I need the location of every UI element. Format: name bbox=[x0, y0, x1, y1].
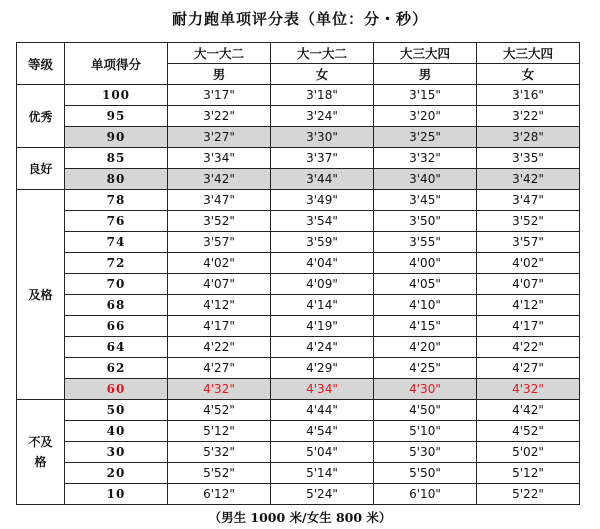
header-group: 大一大二 bbox=[168, 43, 271, 64]
header-gender: 女 bbox=[477, 64, 580, 85]
time-cell: 4'05" bbox=[374, 274, 477, 295]
time-cell: 3'52" bbox=[477, 211, 580, 232]
table-row bbox=[17, 274, 580, 295]
time-cell: 3'16" bbox=[477, 85, 580, 106]
time-cell: 4'02" bbox=[477, 253, 580, 274]
time-cell: 4'22" bbox=[168, 337, 271, 358]
table-row bbox=[17, 295, 580, 316]
score-cell: 30 bbox=[65, 442, 168, 463]
time-cell: 3'30" bbox=[271, 127, 374, 148]
time-cell: 4'14" bbox=[271, 295, 374, 316]
time-cell: 5'50" bbox=[374, 463, 477, 484]
score-table-body bbox=[17, 85, 580, 505]
score-cell: 66 bbox=[65, 316, 168, 337]
page-title: 耐力跑单项评分表（单位：分・秒） bbox=[171, 10, 428, 28]
time-cell: 3'22" bbox=[477, 106, 580, 127]
time-cell: 5'14" bbox=[271, 463, 374, 484]
score-cell: 20 bbox=[65, 463, 168, 484]
time-cell: 3'59" bbox=[271, 232, 374, 253]
time-cell: 5'12" bbox=[477, 463, 580, 484]
table-row bbox=[17, 421, 580, 442]
time-cell: 3'54" bbox=[271, 211, 374, 232]
score-cell: 68 bbox=[65, 295, 168, 316]
score-cell: 90 bbox=[65, 127, 168, 148]
time-cell: 5'30" bbox=[374, 442, 477, 463]
header-level: 等级 bbox=[17, 43, 65, 85]
level-cell-excellent: 优秀 bbox=[17, 85, 65, 148]
time-cell: 3'35" bbox=[477, 148, 580, 169]
score-cell: 70 bbox=[65, 274, 168, 295]
table-row bbox=[17, 211, 580, 232]
time-cell: 3'49" bbox=[271, 190, 374, 211]
time-cell: 5'12" bbox=[168, 421, 271, 442]
table-row bbox=[17, 232, 580, 253]
table-row bbox=[17, 253, 580, 274]
time-cell: 3'42" bbox=[168, 169, 271, 190]
score-cell: 50 bbox=[65, 400, 168, 421]
time-cell: 4'32" bbox=[168, 379, 271, 400]
time-cell: 4'54" bbox=[271, 421, 374, 442]
time-cell: 4'19" bbox=[271, 316, 374, 337]
time-cell: 4'42" bbox=[477, 400, 580, 421]
time-cell: 4'44" bbox=[271, 400, 374, 421]
time-cell: 3'42" bbox=[477, 169, 580, 190]
score-cell: 78 bbox=[65, 190, 168, 211]
time-cell: 6'12" bbox=[168, 484, 271, 505]
time-cell: 4'22" bbox=[477, 337, 580, 358]
header-group: 大三大四 bbox=[477, 43, 580, 64]
time-cell: 4'50" bbox=[374, 400, 477, 421]
level-cell-good: 良好 bbox=[17, 148, 65, 190]
score-cell: 62 bbox=[65, 358, 168, 379]
time-cell: 4'20" bbox=[374, 337, 477, 358]
time-cell: 5'22" bbox=[477, 484, 580, 505]
time-cell: 4'04" bbox=[271, 253, 374, 274]
header-row-groups bbox=[17, 43, 580, 64]
table-row bbox=[17, 442, 580, 463]
time-cell: 3'45" bbox=[374, 190, 477, 211]
time-cell: 4'24" bbox=[271, 337, 374, 358]
footnote: （男生 1000 米/女生 800 米） bbox=[208, 510, 392, 525]
time-cell: 3'22" bbox=[168, 106, 271, 127]
time-cell: 3'27" bbox=[168, 127, 271, 148]
header-gender: 女 bbox=[271, 64, 374, 85]
table-row bbox=[17, 400, 580, 421]
time-cell: 3'32" bbox=[374, 148, 477, 169]
table-row bbox=[17, 106, 580, 127]
time-cell: 4'27" bbox=[168, 358, 271, 379]
table-row bbox=[17, 148, 580, 169]
time-cell: 3'50" bbox=[374, 211, 477, 232]
time-cell: 3'47" bbox=[168, 190, 271, 211]
time-cell: 3'57" bbox=[168, 232, 271, 253]
score-cell: 74 bbox=[65, 232, 168, 253]
time-cell: 4'09" bbox=[271, 274, 374, 295]
table-row bbox=[17, 169, 580, 190]
time-cell: 3'57" bbox=[477, 232, 580, 253]
time-cell: 3'28" bbox=[477, 127, 580, 148]
time-cell: 5'04" bbox=[271, 442, 374, 463]
table-row bbox=[17, 190, 580, 211]
time-cell: 3'40" bbox=[374, 169, 477, 190]
header-score: 单项得分 bbox=[65, 43, 168, 85]
header-group: 大三大四 bbox=[374, 43, 477, 64]
time-cell: 4'07" bbox=[168, 274, 271, 295]
table-row bbox=[17, 484, 580, 505]
time-cell: 4'10" bbox=[374, 295, 477, 316]
time-cell: 5'52" bbox=[168, 463, 271, 484]
time-cell: 3'17" bbox=[168, 85, 271, 106]
table-row bbox=[17, 358, 580, 379]
time-cell: 4'27" bbox=[477, 358, 580, 379]
time-cell: 4'17" bbox=[168, 316, 271, 337]
time-cell: 4'29" bbox=[271, 358, 374, 379]
level-cell-pass: 及格 bbox=[17, 190, 65, 400]
score-cell: 60 bbox=[65, 379, 168, 400]
time-cell: 4'30" bbox=[374, 379, 477, 400]
time-cell: 4'52" bbox=[477, 421, 580, 442]
time-cell: 3'37" bbox=[271, 148, 374, 169]
time-cell: 3'20" bbox=[374, 106, 477, 127]
score-cell: 64 bbox=[65, 337, 168, 358]
time-cell: 4'32" bbox=[477, 379, 580, 400]
level-cell-fail: 不及格 bbox=[17, 400, 65, 505]
time-cell: 6'10" bbox=[374, 484, 477, 505]
time-cell: 4'12" bbox=[477, 295, 580, 316]
time-cell: 4'52" bbox=[168, 400, 271, 421]
time-cell: 3'55" bbox=[374, 232, 477, 253]
score-cell: 80 bbox=[65, 169, 168, 190]
time-cell: 5'10" bbox=[374, 421, 477, 442]
time-cell: 3'52" bbox=[168, 211, 271, 232]
time-cell: 4'02" bbox=[168, 253, 271, 274]
score-cell: 85 bbox=[65, 148, 168, 169]
score-cell: 95 bbox=[65, 106, 168, 127]
time-cell: 4'34" bbox=[271, 379, 374, 400]
score-cell: 40 bbox=[65, 421, 168, 442]
header-gender: 男 bbox=[168, 64, 271, 85]
time-cell: 5'24" bbox=[271, 484, 374, 505]
time-cell: 3'34" bbox=[168, 148, 271, 169]
table-row bbox=[17, 85, 580, 106]
score-cell: 100 bbox=[65, 85, 168, 106]
score-cell: 10 bbox=[65, 484, 168, 505]
time-cell: 3'24" bbox=[271, 106, 374, 127]
table-row bbox=[17, 337, 580, 358]
time-cell: 5'32" bbox=[168, 442, 271, 463]
time-cell: 5'02" bbox=[477, 442, 580, 463]
score-cell: 72 bbox=[65, 253, 168, 274]
time-cell: 3'15" bbox=[374, 85, 477, 106]
table-row bbox=[17, 316, 580, 337]
score-cell: 76 bbox=[65, 211, 168, 232]
table-row bbox=[17, 127, 580, 148]
header-gender: 男 bbox=[374, 64, 477, 85]
table-row bbox=[17, 463, 580, 484]
time-cell: 3'44" bbox=[271, 169, 374, 190]
time-cell: 4'15" bbox=[374, 316, 477, 337]
time-cell: 4'12" bbox=[168, 295, 271, 316]
time-cell: 4'25" bbox=[374, 358, 477, 379]
table-row bbox=[17, 379, 580, 400]
time-cell: 3'47" bbox=[477, 190, 580, 211]
score-table bbox=[16, 42, 580, 505]
time-cell: 4'17" bbox=[477, 316, 580, 337]
time-cell: 4'07" bbox=[477, 274, 580, 295]
time-cell: 4'00" bbox=[374, 253, 477, 274]
time-cell: 3'25" bbox=[374, 127, 477, 148]
time-cell: 3'18" bbox=[271, 85, 374, 106]
header-group: 大一大二 bbox=[271, 43, 374, 64]
